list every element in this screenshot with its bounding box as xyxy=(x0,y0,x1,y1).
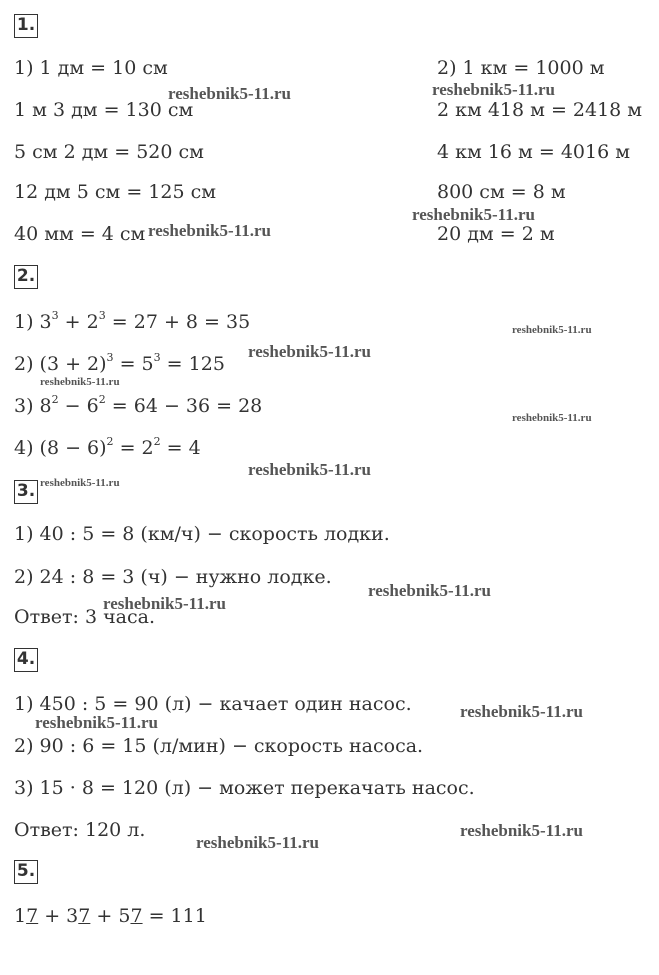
watermark: reshebnik5-11.ru xyxy=(148,221,271,240)
equation-line: 1 м 3 дм = 130 см xyxy=(14,99,194,121)
equation-line: 1) $3^3 + 2^3 = 27 + 8 = 35$ xyxy=(14,308,251,333)
task-number: 3 xyxy=(16,481,29,501)
equation-line: 20 дм = 2 м xyxy=(437,223,555,245)
underlined-digit: 7 xyxy=(78,905,91,927)
equation-line: 4) $(8 - 6)^2 = 2^2 = 4$ xyxy=(14,434,201,459)
solution-line: 2) 24 : 8 = 3 (ч) − нужно лодке. xyxy=(14,566,332,588)
equation-line: 5 см 2 дм = 520 см xyxy=(14,141,204,163)
watermark: reshebnik5-11.ru xyxy=(512,412,592,424)
equation-line: 3) $8^2 - 6^2 = 64 - 36 = 28$ xyxy=(14,392,263,417)
equation-line: 2 км 418 м = 2418 м xyxy=(437,99,643,121)
answer-line: Ответ: 3 часа. xyxy=(14,606,156,628)
watermark: reshebnik5-11.ru xyxy=(412,205,535,224)
task-number: 2 xyxy=(16,266,29,286)
underlined-digit: 7 xyxy=(26,905,39,927)
underlined-digit: 7 xyxy=(130,905,143,927)
equation-line: 40 мм = 4 см xyxy=(14,223,146,245)
watermark: reshebnik5-11.ru xyxy=(40,376,120,388)
equation-line: 2) 1 км = 1000 м xyxy=(437,57,605,79)
task-number: 5 xyxy=(16,861,29,881)
equation-line: 4 км 16 м = 4016 м xyxy=(437,141,630,163)
task-number-box: 4. xyxy=(14,648,38,672)
answer-line: Ответ: 120 л. xyxy=(14,819,146,841)
task-number: 1 xyxy=(16,15,29,35)
solution-line: 1) 450 : 5 = 90 (л) − качает один насос. xyxy=(14,693,412,715)
task-number: 4 xyxy=(16,649,29,669)
task-number-box: 1. xyxy=(14,14,38,38)
watermark: reshebnik5-11.ru xyxy=(460,702,583,721)
watermark: reshebnik5-11.ru xyxy=(35,713,158,732)
task-number-box: 3. xyxy=(14,480,38,504)
watermark: reshebnik5-11.ru xyxy=(368,581,491,600)
watermark: reshebnik5-11.ru xyxy=(248,342,371,361)
equation-line: 1) 1 дм = 10 см xyxy=(14,57,168,79)
task-number-box: 2. xyxy=(14,265,38,289)
watermark: reshebnik5-11.ru xyxy=(432,80,555,99)
equation-line: 12 дм 5 см = 125 см xyxy=(14,181,217,203)
equation-line: 17 + 37 + 57 = 111 xyxy=(14,905,207,927)
equation-line: 2) $(3 + 2)^3 = 5^3 = 125$ xyxy=(14,350,225,375)
watermark: reshebnik5-11.ru xyxy=(248,460,371,479)
watermark: reshebnik5-11.ru xyxy=(40,477,120,489)
watermark: reshebnik5-11.ru xyxy=(460,821,583,840)
solution-line: 2) 90 : 6 = 15 (л/мин) − скорость насоса. xyxy=(14,735,424,757)
solution-line: 3) 15 · 8 = 120 (л) − может перекачать насос. xyxy=(14,777,475,799)
equation-line: 800 см = 8 м xyxy=(437,181,566,203)
watermark: reshebnik5-11.ru xyxy=(196,833,319,852)
watermark: reshebnik5-11.ru xyxy=(168,84,291,103)
watermark: reshebnik5-11.ru xyxy=(103,594,226,613)
task-number-box: 5. xyxy=(14,860,38,884)
watermark: reshebnik5-11.ru xyxy=(512,324,592,336)
solution-line: 1) 40 : 5 = 8 (км/ч) − скорость лодки. xyxy=(14,523,390,545)
